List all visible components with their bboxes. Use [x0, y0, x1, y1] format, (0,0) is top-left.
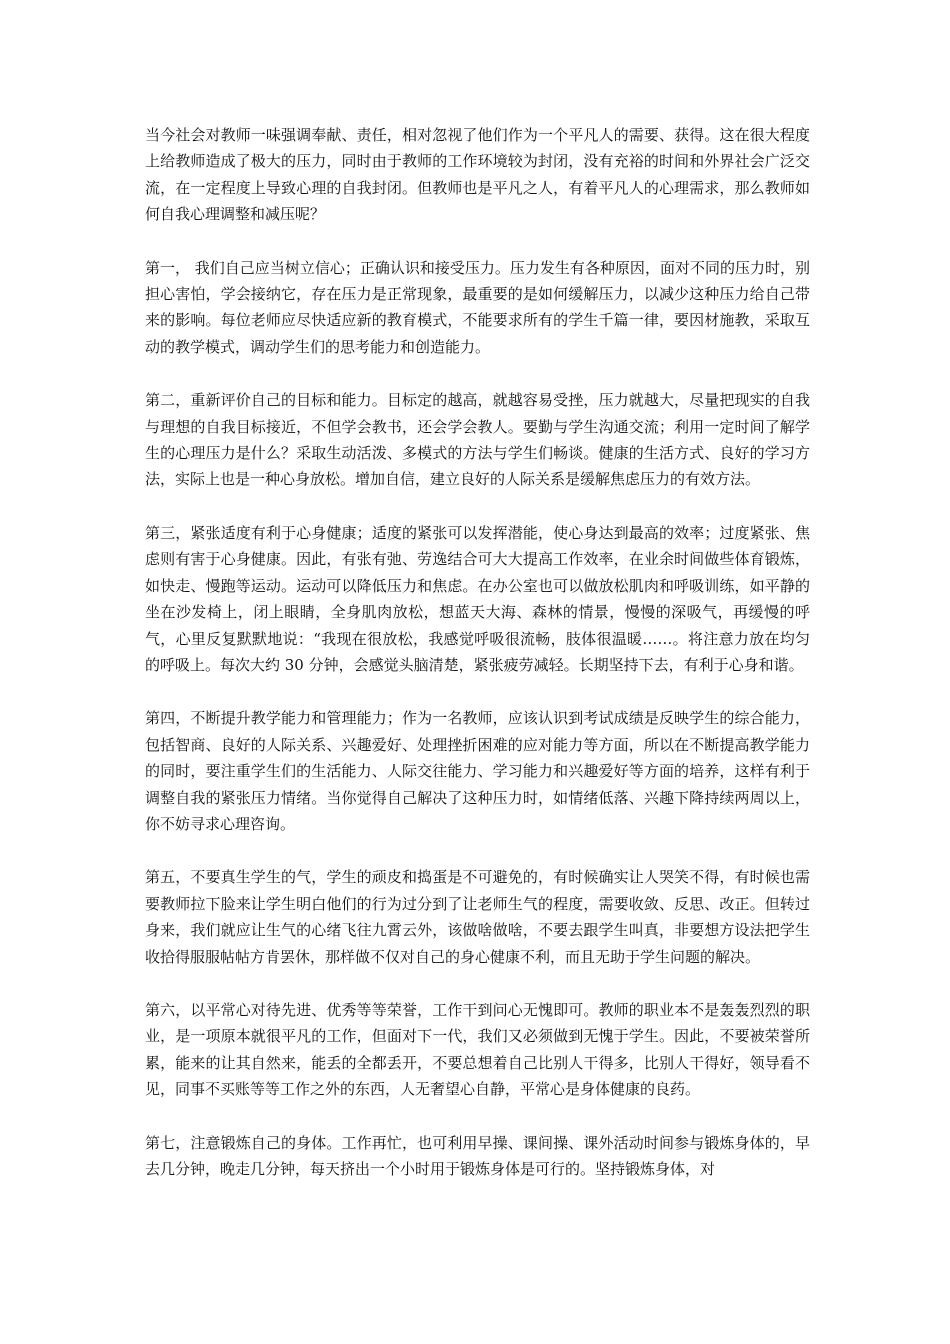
paragraph-second-point: 第二，重新评价自己的目标和能力。目标定的越高，就越容易受挫，压力就越大，尽量把现实的自我与理想的自我目标接近，不但学会教书，还会学会教人。要勤与学生沟通交流；利用一定时间了解学生的心理压力是什么？采取生动活泼、多模式的方法与学生们畅谈。健康的生活方式、良好的学习方法，实际上也是一种心身放松。增加自信，建立良好的人际关系是缓解焦虑压力的有效方法。 — [145, 391, 810, 489]
document-page — [145, 122, 810, 1209]
paragraph-third-point: 第三，紧张适度有利于心身健康；适度的紧张可以发挥潜能，使心身达到最高的效率；过度紧张、焦虑则有害于心身健康。因此，有张有弛、劳逸结合可大大提高工作效率，在业余时间做些体育锻炼，如快走、慢跑等运动。运动可以降低压力和焦虑。在办公室也可以做放松肌肉和呼吸训练，如平静的坐在沙发椅上，闭上眼睛，全身肌肉放松，想蓝天大海、森林的情景，慢慢的深吸气，再缓慢的呼气，心里反复默默地说：“我现在很放松，我感觉呼吸很流畅，肢体很温暖……。将注意力放在均匀的呼吸上。每次大约 30 分钟，会感觉头脑清楚，紧张疲劳减轻。长期坚持下去，有利于心身和谐。 — [145, 523, 810, 674]
paragraph-fifth-point: 第五，不要真生学生的气，学生的顽皮和捣蛋是不可避免的，有时候确实让人哭笑不得，有时候也需要教师拉下脸来让学生明白他们的行为过分到了让老师生气的程度，需要收敛、反思、改正。但转过身来，我们就应让生气的心绪飞往九霄云外，该做啥做啥，不要去跟学生叫真，非要想方设法把学生收拾得服服帖帖方肯罢休，那样做不仅对自己的身心健康不利，而且无助于学生问题的解决。 — [145, 868, 810, 966]
paragraph-sixth-point: 第六，以平常心对待先进、优秀等等荣誉，工作干到问心无愧即可。教师的职业本不是轰轰烈烈的职业，是一项原本就很平凡的工作，但面对下一代，我们又必须做到无愧于学生。因此，不要被荣誉所累，能来的让其自然来，能丢的全都丢开，不要总想着自己比别人干得多，比别人干得好，领导看不见，同事不买账等等工作之外的东西，人无奢望心自静，平常心是身体健康的良药。 — [145, 1000, 810, 1099]
paragraph-first-point: 第一， 我们自己应当树立信心；正确认识和接受压力。压力发生有各种原因，面对不同的压力时，别担心害怕，学会接纳它，存在压力是正常现象，最重要的是如何缓解压力，以减少这种压力给自己带来的影响。每位老师应尽快适应新的教育模式，不能要求所有的学生千篇一律，要因材施教，采取互动的教学模式，调动学生们的思考能力和创造能力。 — [145, 258, 810, 356]
intro-paragraph: 当今社会对教师一味强调奉献、责任，相对忽视了他们作为一个平凡人的需要、获得。这在很大程度上给教师造成了极大的压力，同时由于教师的工作环境较为封闭，没有充裕的时间和外界社会广泛交流，在一定程度上导致心理的自我封闭。但教师也是平凡之人，有着平凡人的心理需求，那么教师如何自我心理调整和减压呢？ — [145, 126, 810, 224]
paragraph-fourth-point: 第四，不断提升教学能力和管理能力；作为一名教师，应该认识到考试成绩是反映学生的综合能力，包括智商、良好的人际关系、兴趣爱好、处理挫折困难的应对能力等方面，所以在不断提高教学能力的同时，要注重学生们的生活能力、人际交往能力、学习能力和兴趣爱好等方面的培养，这样有利于调整自我的紧张压力情绪。当你觉得自己解决了这种压力时，如情绪低落、兴趣下降持续两周以上，你不妨寻求心理咨询。 — [145, 709, 810, 833]
paragraph-seventh-point: 第七，注意锻炼自己的身体。工作再忙，也可利用早操、课间操、课外活动时间参与锻炼身体的，早去几分钟，晚走几分钟，每天挤出一个小时用于锻炼身体是可行的。坚持锻炼身体，对 — [145, 1133, 810, 1178]
